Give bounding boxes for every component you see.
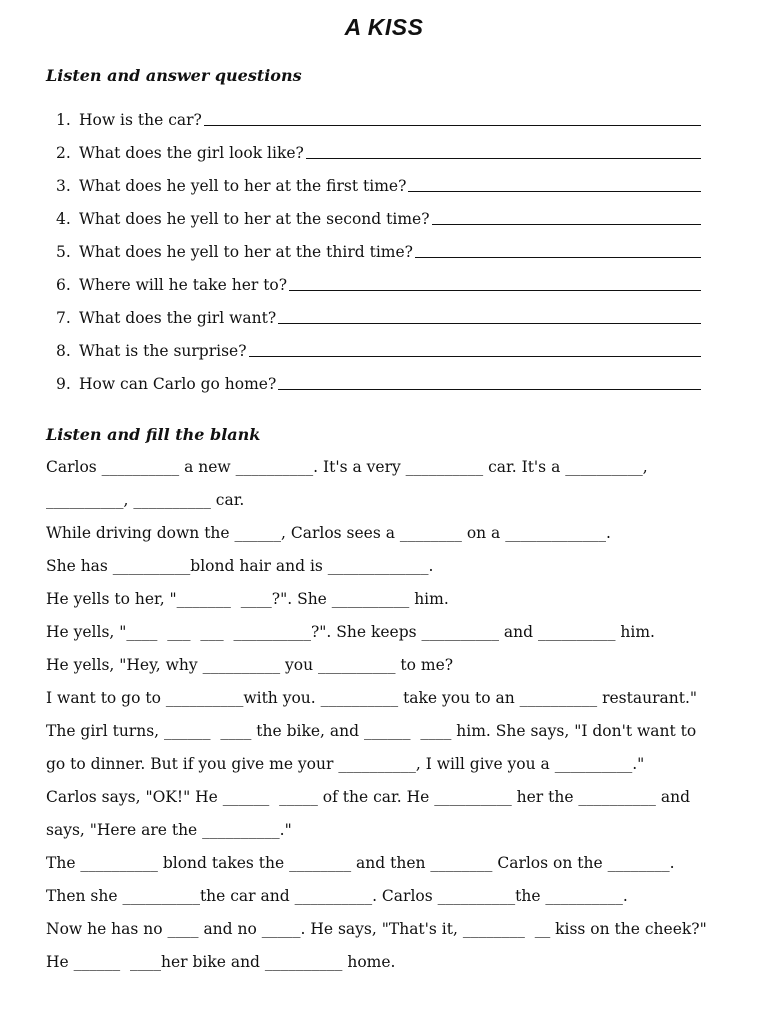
question-item xyxy=(56,239,701,261)
fill-line: He yells, "Hey, why __________ you __________ to me? xyxy=(46,656,454,674)
fill-line: The girl turns, ______ ____ the bike, and ______ ____ him. She says, "I don't want to xyxy=(46,722,697,740)
question-text: What does he yell to her at the first time? xyxy=(79,177,407,195)
question-number: 9. xyxy=(56,375,71,393)
fill-line: He yells, "____ ___ ___ __________?". She keeps __________ and __________ him. xyxy=(46,623,655,641)
answer-line[interactable] xyxy=(408,191,701,192)
question-number: 6. xyxy=(56,276,71,294)
fill-line: He yells to her, "_______ ____?". She __________ him. xyxy=(46,590,449,608)
section-heading-fill-blank: Listen and fill the blank xyxy=(46,425,261,444)
question-number: 3. xyxy=(56,177,71,195)
answer-line[interactable] xyxy=(306,158,701,159)
question-item xyxy=(56,338,701,360)
question-text: Where will he take her to? xyxy=(79,276,288,294)
answer-line[interactable] xyxy=(204,125,701,126)
question-item xyxy=(56,305,701,327)
fill-line: While driving down the ______, Carlos sees a ________ on a _____________. xyxy=(46,524,611,542)
question-number: 8. xyxy=(56,342,71,360)
answer-line[interactable] xyxy=(278,323,701,324)
fill-line: The __________ blond takes the ________ and then ________ Carlos on the ________. xyxy=(46,854,675,872)
fill-line: Then she __________the car and __________. Carlos __________the __________. xyxy=(46,887,628,905)
question-item xyxy=(56,140,701,162)
question-number: 1. xyxy=(56,111,71,129)
fill-line: Carlos says, "OK!" He ______ _____ of the car. He __________ her the __________ and xyxy=(46,788,690,806)
question-text: What does he yell to her at the third time? xyxy=(79,243,413,261)
question-item xyxy=(56,173,701,195)
question-item xyxy=(56,206,701,228)
answer-line[interactable] xyxy=(278,389,701,390)
fill-line: __________, __________ car. xyxy=(46,491,245,509)
answer-line[interactable] xyxy=(249,356,701,357)
answer-line[interactable] xyxy=(432,224,702,225)
question-number: 7. xyxy=(56,309,71,327)
question-item xyxy=(56,371,701,393)
question-text: What does the girl want? xyxy=(79,309,277,327)
question-item xyxy=(56,272,701,294)
fill-line: Carlos __________ a new __________. It's a very __________ car. It's a __________, xyxy=(46,458,648,476)
fill-line: She has __________blond hair and is _____________. xyxy=(46,557,434,575)
fill-line: I want to go to __________with you. __________ take you to an __________ restaurant." xyxy=(46,689,697,707)
section-heading-questions: Listen and answer questions xyxy=(46,66,302,85)
question-text: How is the car? xyxy=(79,111,202,129)
fill-line: says, "Here are the __________." xyxy=(46,821,292,839)
question-number: 2. xyxy=(56,144,71,162)
page-title: A KISS xyxy=(344,14,424,40)
answer-line[interactable] xyxy=(415,257,701,258)
answer-line[interactable] xyxy=(289,290,701,291)
question-text: What is the surprise? xyxy=(79,342,247,360)
question-item xyxy=(56,107,701,129)
question-text: What does he yell to her at the second time? xyxy=(79,210,430,228)
fill-line: Now he has no ____ and no _____. He says, "That's it, ________ __ kiss on the cheek?" xyxy=(46,920,707,938)
question-number: 4. xyxy=(56,210,71,228)
question-text: How can Carlo go home? xyxy=(79,375,277,393)
fill-line: He ______ ____her bike and __________ home. xyxy=(46,953,396,971)
fill-line: go to dinner. But if you give me your __________, I will give you a __________." xyxy=(46,755,645,773)
question-number: 5. xyxy=(56,243,71,261)
question-text: What does the girl look like? xyxy=(79,144,304,162)
